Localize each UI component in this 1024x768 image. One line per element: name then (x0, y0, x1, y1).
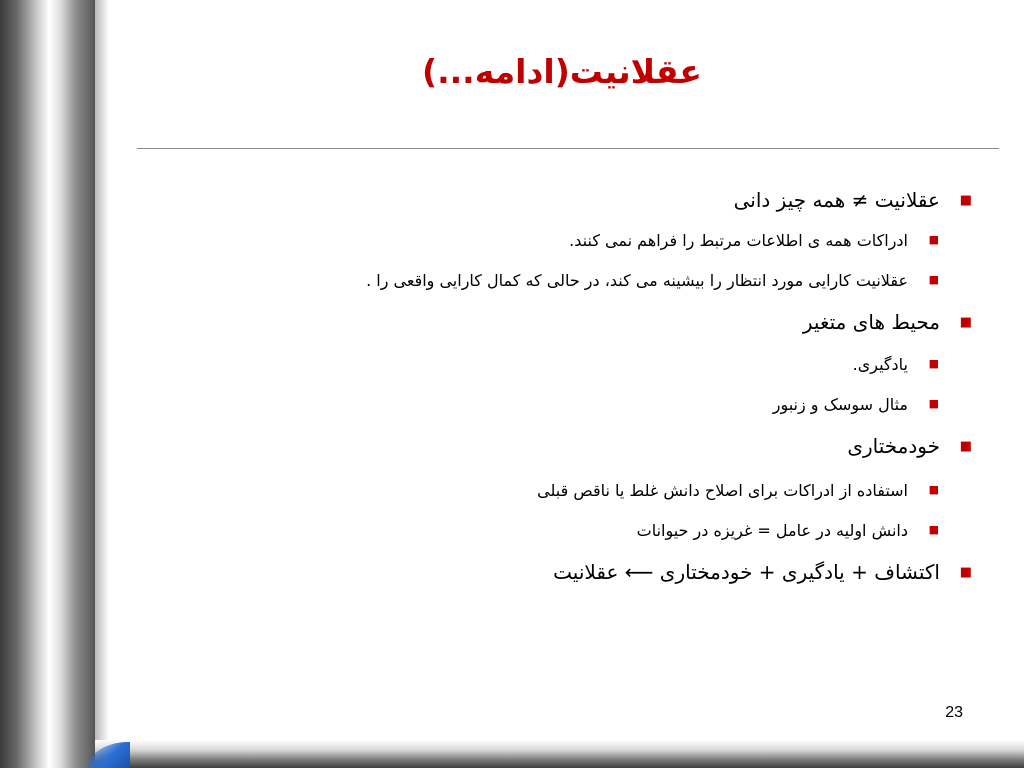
square-bullet-icon: ■ (959, 565, 972, 580)
sub-bullet-item (140, 393, 974, 417)
square-bullet-icon: ■ (959, 315, 972, 330)
sub-bullet-text: عقلانیت کارایی مورد انتظار را بیشینه می کند، در حالی که کمال کارایی واقعی را . (366, 271, 908, 290)
bullet-item (140, 431, 974, 461)
sub-bullet-item (140, 269, 974, 293)
square-bullet-icon: ■ (959, 193, 972, 208)
bullet-text: خودمختاری (847, 434, 940, 458)
square-bullet-icon: ■ (928, 273, 939, 286)
left-decorative-bar (0, 0, 95, 768)
slide-content (140, 185, 974, 587)
sub-bullet-item (140, 479, 974, 503)
square-bullet-icon: ■ (928, 483, 939, 496)
bottom-decorative-bar (95, 740, 1024, 768)
sub-bullet-item (140, 229, 974, 253)
sub-bullet-text: مثال سوسک و زنبور (772, 395, 908, 414)
square-bullet-icon: ■ (928, 397, 939, 410)
bullet-text: عقلانیت ≠ همه چیز دانی (733, 188, 940, 212)
bullet-item (140, 307, 974, 337)
square-bullet-icon: ■ (928, 233, 939, 246)
sub-bullet-item (140, 519, 974, 543)
sub-bullet-text: یادگیری. (852, 355, 908, 374)
title-divider (137, 148, 999, 149)
slide-number: 23 (945, 704, 963, 721)
sub-bullet-item (140, 353, 974, 377)
square-bullet-icon: ■ (928, 357, 939, 370)
sub-bullet-text: دانش اولیه در عامل = غریزه در حیوانات (636, 521, 908, 540)
square-bullet-icon: ■ (928, 523, 939, 536)
sub-bullet-text: ادراکات همه ی اطلاعات مرتبط را فراهم نمی کنند. (569, 231, 908, 250)
bullet-text: اکتشاف + یادگیری + خودمختاری ⟵ عقلانیت (553, 560, 940, 584)
bullet-item (140, 185, 974, 215)
bullet-text: محیط های متغیر (802, 310, 940, 334)
slide-title: عقلانیت(ادامه...) (422, 52, 702, 91)
sub-bullet-text: استفاده از ادراکات برای اصلاح دانش غلط یا ناقص قبلی (537, 481, 908, 500)
bullet-item (140, 557, 974, 587)
square-bullet-icon: ■ (959, 439, 972, 454)
